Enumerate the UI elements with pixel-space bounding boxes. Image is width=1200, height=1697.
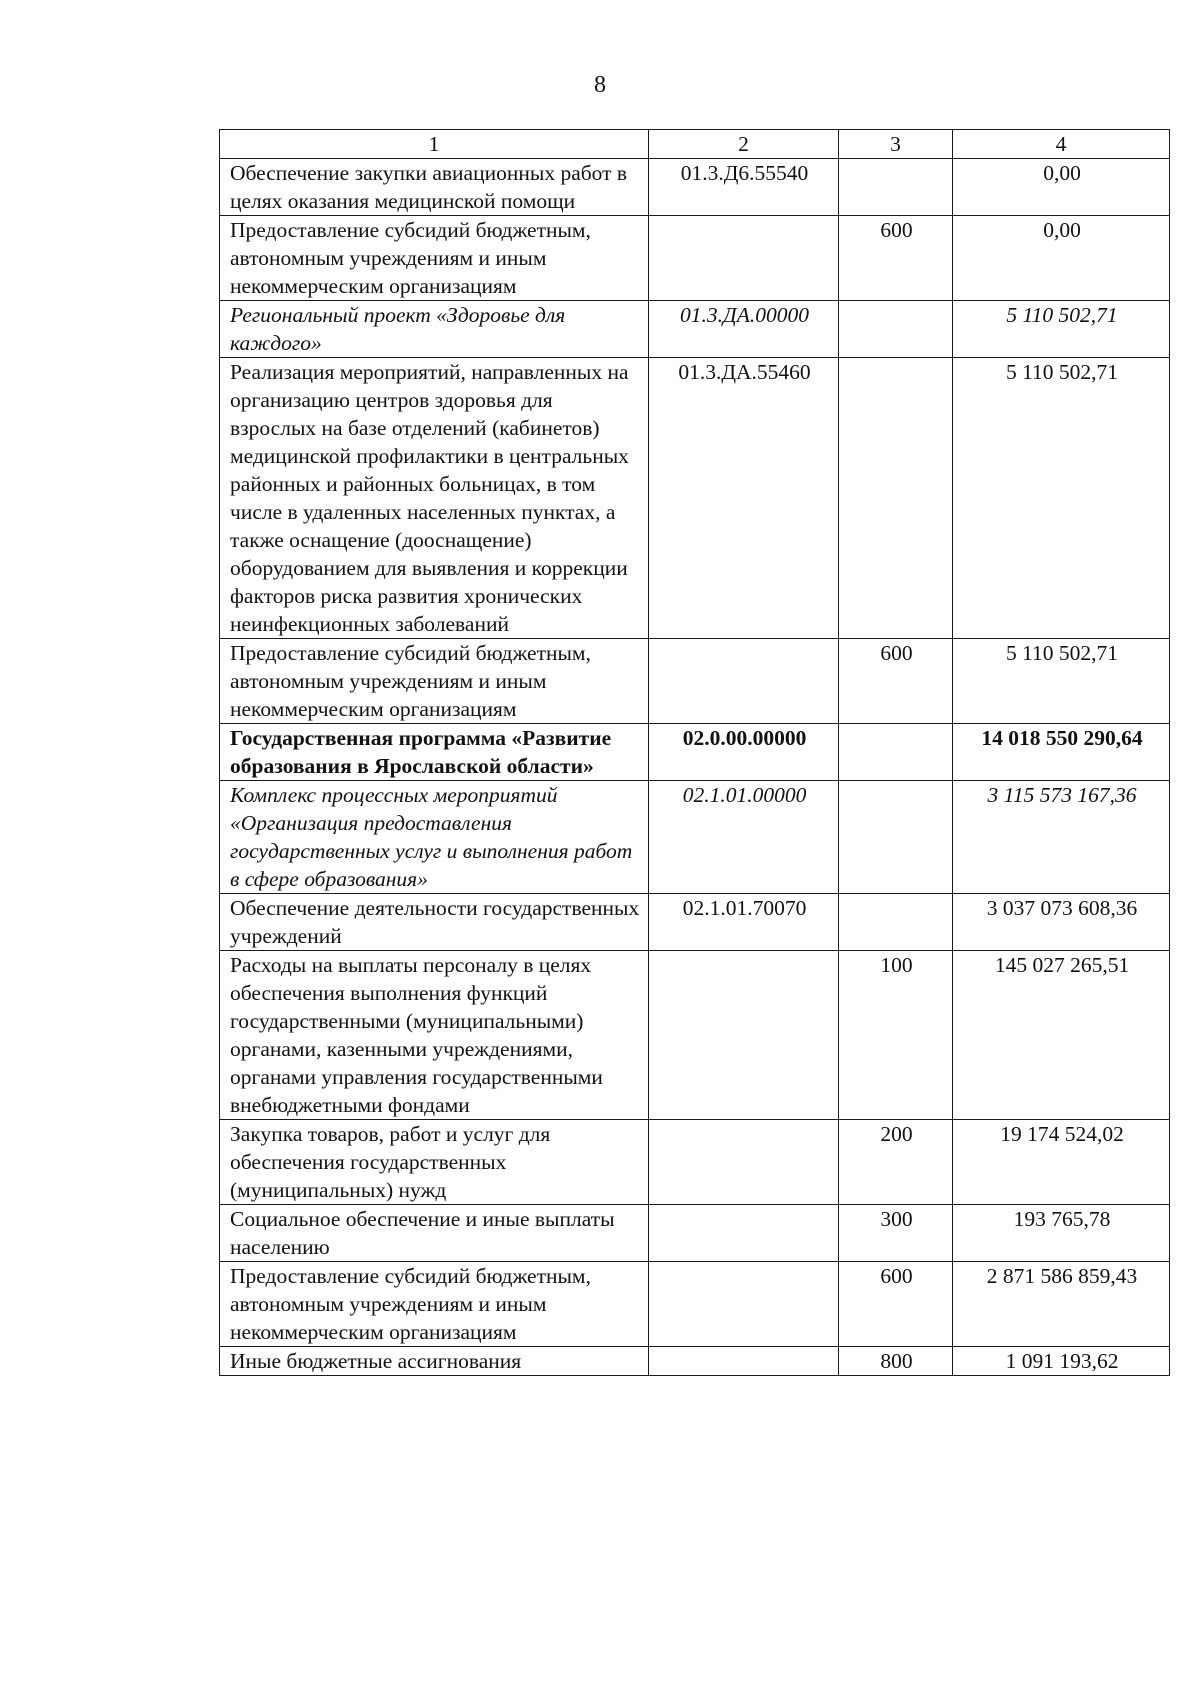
row-amount-cell: 1 091 193,62: [953, 1347, 1170, 1376]
row-type-cell: 600: [839, 216, 953, 301]
row-type-cell: 200: [839, 1120, 953, 1205]
row-name-cell: Обеспечение закупки авиационных работ в целях оказания медицинской помощи: [220, 159, 649, 216]
table-row: [220, 301, 1170, 358]
row-name-cell: Предоставление субсидий бюджетным, автономным учреждениям и иным некоммерческим организациям: [220, 216, 649, 301]
row-type-cell: [839, 781, 953, 894]
table-row: [220, 358, 1170, 639]
row-name-cell: Закупка товаров, работ и услуг для обеспечения государственных (муниципальных) нужд: [220, 1120, 649, 1205]
table-row: [220, 951, 1170, 1120]
row-amount-cell: 5 110 502,71: [953, 358, 1170, 639]
row-code-cell: 01.3.ДА.00000: [649, 301, 839, 358]
row-amount-cell: 145 027 265,51: [953, 951, 1170, 1120]
row-type-cell: 800: [839, 1347, 953, 1376]
row-name-cell: Региональный проект «Здоровье для каждого»: [220, 301, 649, 358]
table-row: [220, 639, 1170, 724]
row-code-cell: 02.1.01.70070: [649, 894, 839, 951]
row-code-cell: [649, 216, 839, 301]
row-type-cell: 600: [839, 639, 953, 724]
row-type-cell: [839, 301, 953, 358]
row-amount-cell: 3 037 073 608,36: [953, 894, 1170, 951]
header-cell-name: 1: [220, 130, 649, 159]
row-code-cell: [649, 951, 839, 1120]
row-type-cell: [839, 358, 953, 639]
table-row: [220, 724, 1170, 781]
table-row: [220, 216, 1170, 301]
row-code-cell: [649, 1347, 839, 1376]
row-code-cell: [649, 1205, 839, 1262]
row-type-cell: [839, 724, 953, 781]
table-row: [220, 894, 1170, 951]
row-amount-cell: 0,00: [953, 216, 1170, 301]
row-code-cell: [649, 1120, 839, 1205]
header-cell-code: 2: [649, 130, 839, 159]
table-row: [220, 1205, 1170, 1262]
row-name-cell: Предоставление субсидий бюджетным, автономным учреждениям и иным некоммерческим организациям: [220, 639, 649, 724]
row-name-cell: Комплекс процессных мероприятий «Организация предоставления государственных услуг и выполнения работ в сфере образования»: [220, 781, 649, 894]
row-code-cell: 01.3.Д6.55540: [649, 159, 839, 216]
row-amount-cell: 2 871 586 859,43: [953, 1262, 1170, 1347]
row-type-cell: 600: [839, 1262, 953, 1347]
row-code-cell: 02.0.00.00000: [649, 724, 839, 781]
row-type-cell: [839, 159, 953, 216]
header-cell-amount: 4: [953, 130, 1170, 159]
table-row: [220, 159, 1170, 216]
table-row: [220, 1120, 1170, 1205]
row-name-cell: Государственная программа «Развитие образования в Ярославской области»: [220, 724, 649, 781]
row-code-cell: [649, 1262, 839, 1347]
row-name-cell: Предоставление субсидий бюджетным, автономным учреждениям и иным некоммерческим организациям: [220, 1262, 649, 1347]
row-amount-cell: 14 018 550 290,64: [953, 724, 1170, 781]
table-row: [220, 1347, 1170, 1376]
row-amount-cell: 5 110 502,71: [953, 639, 1170, 724]
row-amount-cell: 19 174 524,02: [953, 1120, 1170, 1205]
row-name-cell: Обеспечение деятельности государственных учреждений: [220, 894, 649, 951]
row-amount-cell: 193 765,78: [953, 1205, 1170, 1262]
row-code-cell: 01.3.ДА.55460: [649, 358, 839, 639]
row-name-cell: Расходы на выплаты персоналу в целях обеспечения выполнения функций государственными (муниципальными) органами, казенными учреждениями, органами управления государственными внебюджетными фондами: [220, 951, 649, 1120]
table-header-row: [220, 130, 1170, 159]
row-type-cell: 300: [839, 1205, 953, 1262]
table-row: [220, 781, 1170, 894]
row-amount-cell: 5 110 502,71: [953, 301, 1170, 358]
budget-table: [219, 129, 1170, 1376]
header-cell-type: 3: [839, 130, 953, 159]
row-type-cell: [839, 894, 953, 951]
table-row: [220, 1262, 1170, 1347]
row-amount-cell: 3 115 573 167,36: [953, 781, 1170, 894]
row-code-cell: [649, 639, 839, 724]
row-name-cell: Социальное обеспечение и иные выплаты населению: [220, 1205, 649, 1262]
row-code-cell: 02.1.01.00000: [649, 781, 839, 894]
row-name-cell: Иные бюджетные ассигнования: [220, 1347, 649, 1376]
budget-table-body: [220, 130, 1170, 1376]
page-number: 8: [594, 72, 606, 98]
row-name-cell: Реализация мероприятий, направленных на организацию центров здоровья для взрослых на базе отделений (кабинетов) медицинской профилактики в центральных районных и районных больницах, в том числе в удаленных населенных пунктах, а также оснащение (дооснащение) оборудованием для выявления и коррекции факторов риска развития хронических неинфекционных заболеваний: [220, 358, 649, 639]
row-type-cell: 100: [839, 951, 953, 1120]
row-amount-cell: 0,00: [953, 159, 1170, 216]
